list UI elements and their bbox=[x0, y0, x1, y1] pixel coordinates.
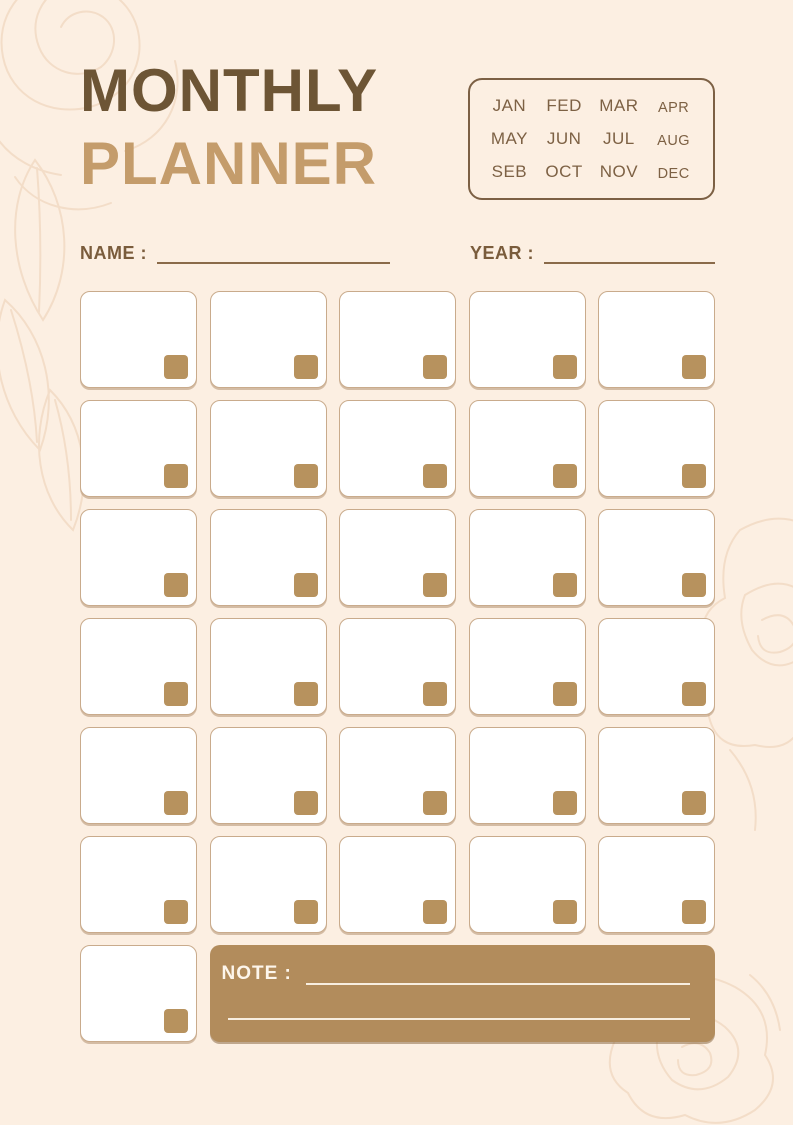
day-marker-square-icon bbox=[553, 464, 577, 488]
day-box[interactable] bbox=[80, 945, 197, 1042]
page-title bbox=[80, 54, 378, 200]
day-marker-square-icon bbox=[682, 682, 706, 706]
day-box[interactable] bbox=[469, 836, 586, 933]
day-box[interactable] bbox=[339, 618, 456, 715]
day-marker-square-icon bbox=[682, 900, 706, 924]
day-box[interactable] bbox=[210, 727, 327, 824]
day-box[interactable] bbox=[469, 618, 586, 715]
day-marker-square-icon bbox=[423, 791, 447, 815]
day-box[interactable] bbox=[598, 836, 715, 933]
day-marker-square-icon bbox=[294, 682, 318, 706]
month-option-apr[interactable]: APR bbox=[657, 100, 690, 117]
year-label: YEAR : bbox=[470, 243, 535, 263]
year-field bbox=[470, 243, 715, 264]
day-box[interactable] bbox=[598, 400, 715, 497]
day-marker-square-icon bbox=[164, 900, 188, 924]
day-marker-square-icon bbox=[294, 573, 318, 597]
day-marker-square-icon bbox=[553, 900, 577, 924]
day-marker-square-icon bbox=[164, 355, 188, 379]
day-box[interactable] bbox=[469, 727, 586, 824]
note-label: NOTE : bbox=[221, 963, 292, 984]
calendar-grid bbox=[80, 291, 715, 1042]
day-box[interactable] bbox=[598, 291, 715, 388]
day-marker-square-icon bbox=[164, 1009, 188, 1033]
note-row bbox=[222, 963, 691, 985]
day-box[interactable] bbox=[80, 509, 197, 606]
day-box[interactable] bbox=[210, 836, 327, 933]
month-option-dec[interactable]: DEC bbox=[657, 165, 690, 182]
day-marker-square-icon bbox=[294, 464, 318, 488]
day-marker-square-icon bbox=[423, 464, 447, 488]
day-marker-square-icon bbox=[423, 900, 447, 924]
month-option-jan[interactable]: JAN bbox=[492, 96, 527, 116]
day-box[interactable] bbox=[80, 618, 197, 715]
day-marker-square-icon bbox=[682, 573, 706, 597]
day-box[interactable] bbox=[469, 509, 586, 606]
name-field bbox=[80, 243, 390, 264]
day-box[interactable] bbox=[598, 618, 715, 715]
month-option-sep[interactable]: SEB bbox=[491, 161, 528, 181]
day-box[interactable] bbox=[339, 727, 456, 824]
name-label: NAME : bbox=[80, 243, 147, 263]
day-box[interactable] bbox=[80, 727, 197, 824]
day-box[interactable] bbox=[210, 618, 327, 715]
day-marker-square-icon bbox=[423, 355, 447, 379]
note-box bbox=[210, 945, 716, 1042]
day-marker-square-icon bbox=[164, 573, 188, 597]
day-box[interactable] bbox=[339, 836, 456, 933]
day-marker-square-icon bbox=[423, 682, 447, 706]
month-selector-box bbox=[468, 78, 715, 200]
day-marker-square-icon bbox=[423, 573, 447, 597]
day-marker-square-icon bbox=[164, 791, 188, 815]
page-title-line1: MONTHLY bbox=[80, 57, 379, 124]
day-marker-square-icon bbox=[553, 791, 577, 815]
name-year-row bbox=[80, 238, 715, 264]
day-box[interactable] bbox=[210, 400, 327, 497]
day-box[interactable] bbox=[339, 400, 456, 497]
month-option-jul[interactable]: JUL bbox=[603, 128, 635, 148]
day-box[interactable] bbox=[469, 291, 586, 388]
note-input-line-1[interactable] bbox=[306, 967, 690, 985]
page-title-line2: PLANNER bbox=[80, 130, 378, 197]
day-box[interactable] bbox=[210, 291, 327, 388]
month-option-aug[interactable]: AUG bbox=[657, 132, 691, 149]
day-box[interactable] bbox=[210, 509, 327, 606]
day-marker-square-icon bbox=[294, 791, 318, 815]
note-input-line-2[interactable] bbox=[228, 1002, 691, 1020]
day-box[interactable] bbox=[80, 400, 197, 497]
day-box[interactable] bbox=[598, 727, 715, 824]
day-marker-square-icon bbox=[682, 355, 706, 379]
day-box[interactable] bbox=[598, 509, 715, 606]
day-marker-square-icon bbox=[164, 464, 188, 488]
day-box[interactable] bbox=[339, 509, 456, 606]
month-option-jun[interactable]: JUN bbox=[546, 128, 582, 148]
month-option-oct[interactable]: OCT bbox=[545, 161, 583, 181]
day-marker-square-icon bbox=[553, 355, 577, 379]
day-box[interactable] bbox=[80, 291, 197, 388]
year-input-line[interactable] bbox=[544, 243, 715, 264]
day-marker-square-icon bbox=[164, 682, 188, 706]
month-option-nov[interactable]: NOV bbox=[599, 161, 639, 181]
month-option-feb[interactable]: FED bbox=[546, 96, 582, 116]
day-box[interactable] bbox=[80, 836, 197, 933]
day-marker-square-icon bbox=[553, 682, 577, 706]
month-option-may[interactable]: MAY bbox=[490, 128, 528, 148]
day-box[interactable] bbox=[339, 291, 456, 388]
day-marker-square-icon bbox=[294, 900, 318, 924]
day-marker-square-icon bbox=[682, 464, 706, 488]
day-marker-square-icon bbox=[553, 573, 577, 597]
month-option-mar[interactable]: MAR bbox=[599, 96, 639, 116]
name-input-line[interactable] bbox=[157, 243, 390, 264]
day-marker-square-icon bbox=[294, 355, 318, 379]
day-box[interactable] bbox=[469, 400, 586, 497]
day-marker-square-icon bbox=[682, 791, 706, 815]
